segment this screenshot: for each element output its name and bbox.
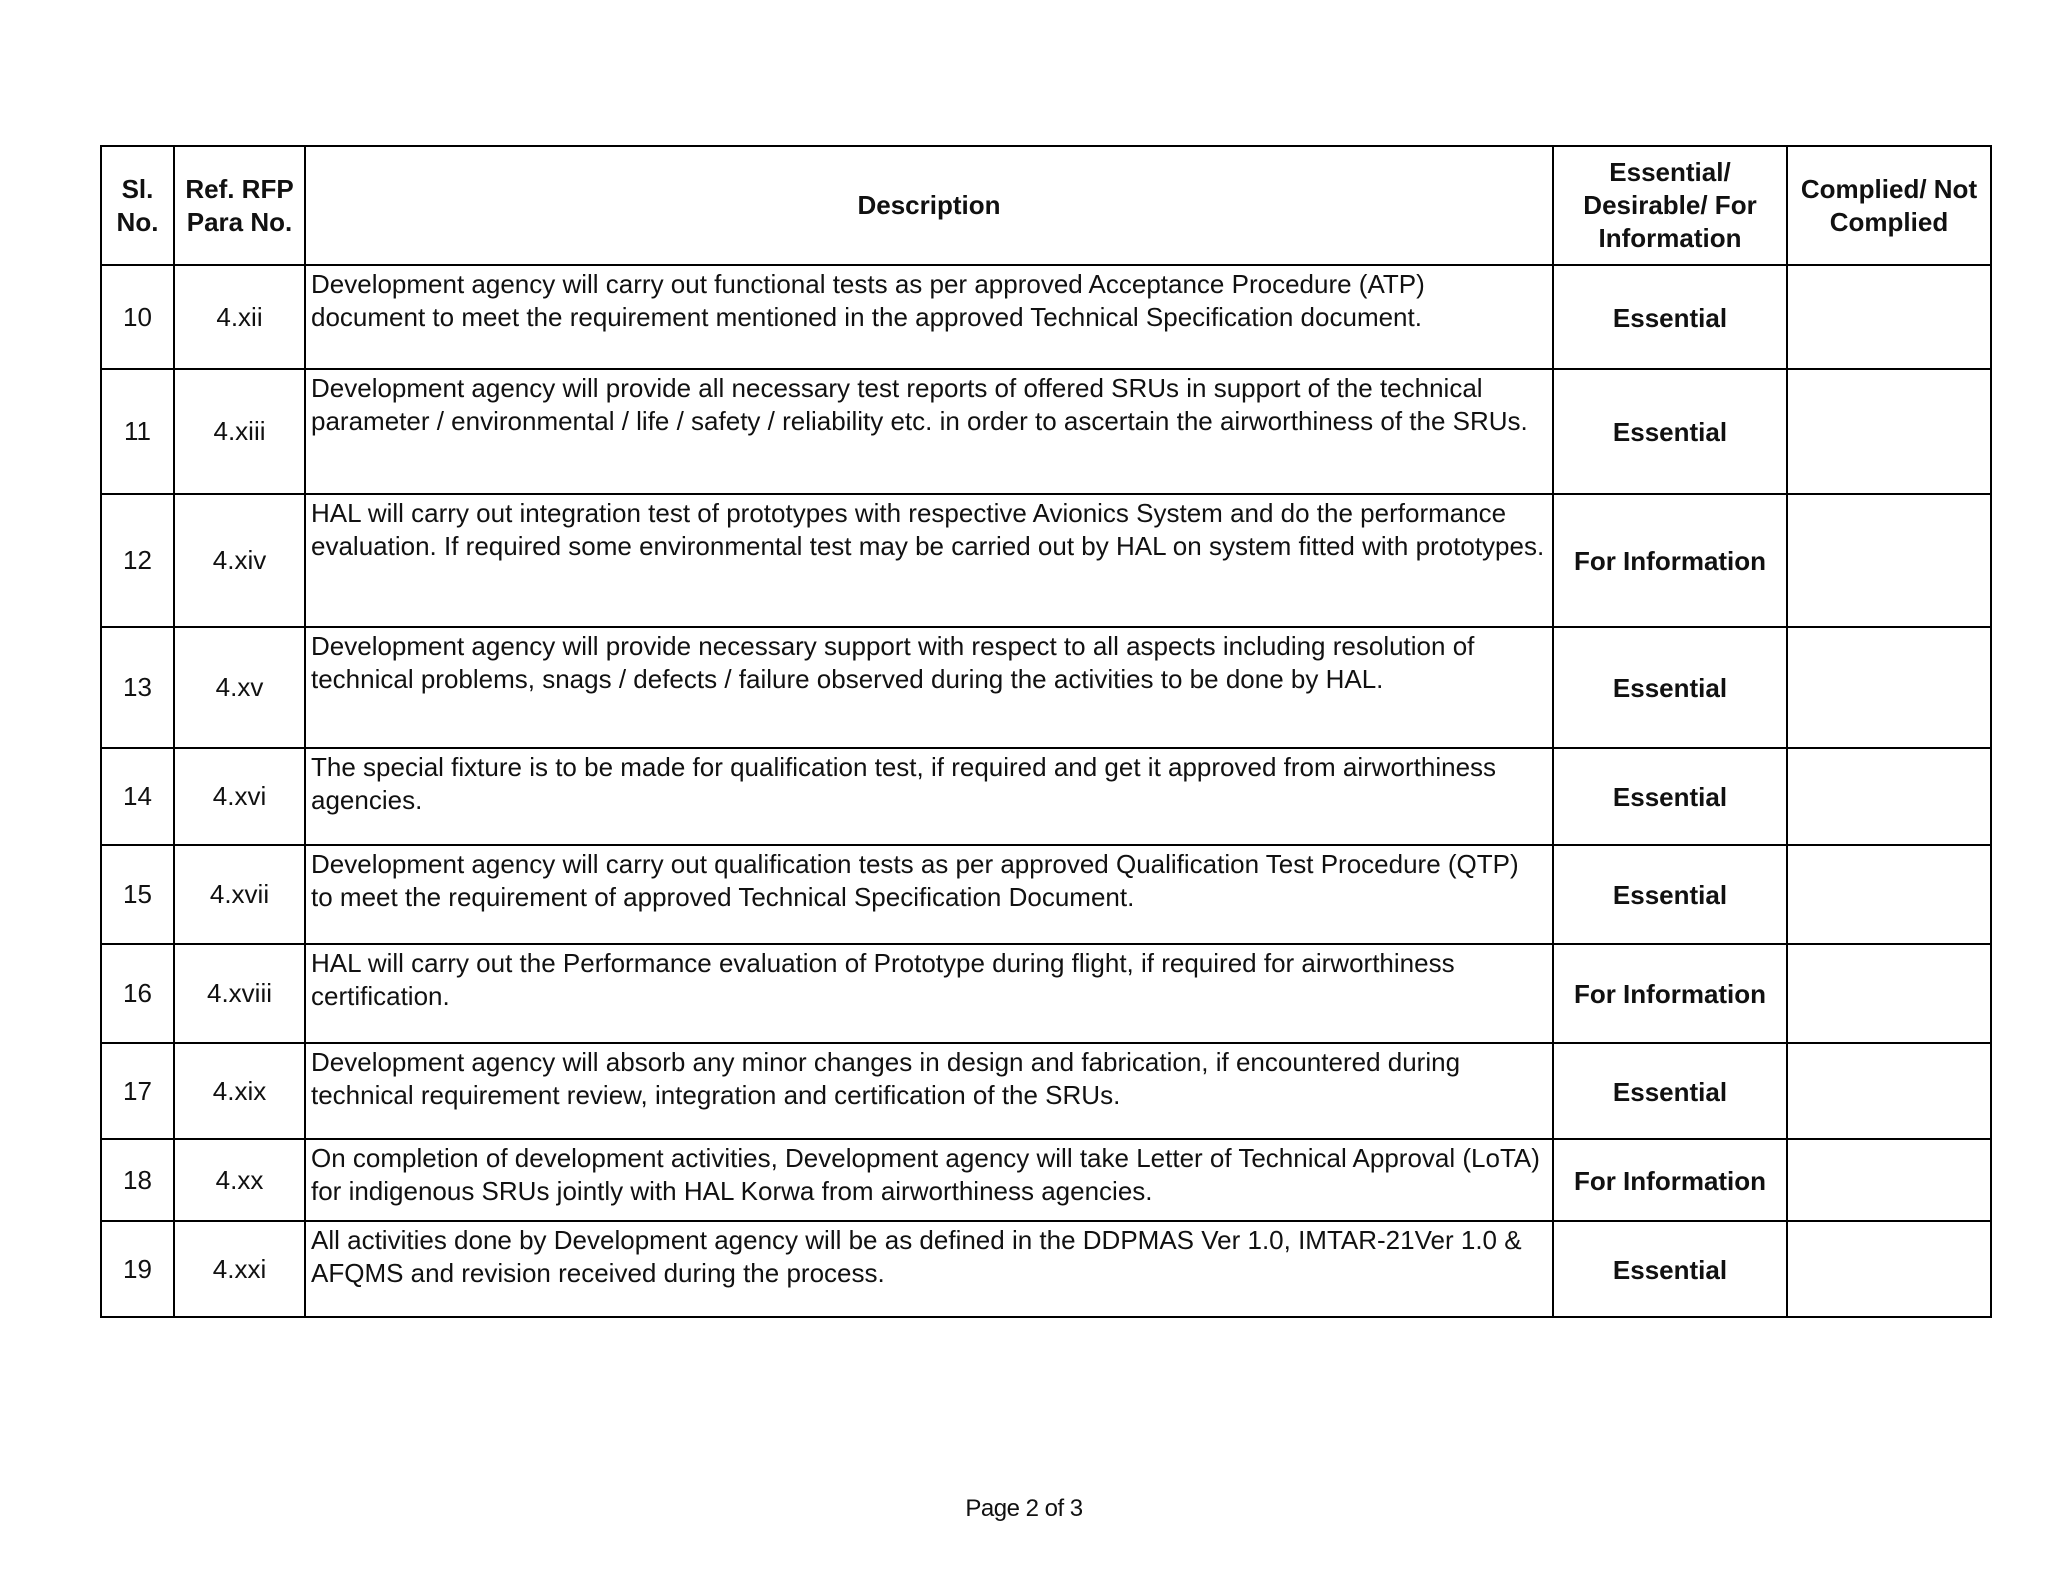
description-cell: HAL will carry out the Performance evaluation of Prototype during flight, if required for airworthiness certification. [305,944,1553,1043]
table-row [101,748,1991,845]
description-cell: Development agency will absorb any minor changes in design and fabrication, if encountered during technical requirement review, integration and certification of the SRUs. [305,1043,1553,1139]
ref-cell: 4.xx [174,1139,305,1221]
description-cell: The special fixture is to be made for qualification test, if required and get it approved from airworthiness agencies. [305,748,1553,845]
table-row [101,1139,1991,1221]
description-cell: All activities done by Development agency will be as defined in the DDPMAS Ver 1.0, IMTAR-21Ver 1.0 & AFQMS and revision received during the process. [305,1221,1553,1317]
sl-no-cell: 15 [101,845,174,944]
sl-no-cell: 11 [101,369,174,494]
description-cell: HAL will carry out integration test of prototypes with respective Avionics System and do the performance evaluation. If required some environmental test may be carried out by HAL on system fitted with prototypes. [305,494,1553,627]
classification-cell: Essential [1553,627,1787,748]
sl-no-cell: 12 [101,494,174,627]
description-cell: Development agency will carry out qualification tests as per approved Qualification Test Procedure (QTP) to meet the requirement of approved Technical Specification Document. [305,845,1553,944]
header-ref-rfp-para: Ref. RFP Para No. [174,146,305,265]
classification-cell: Essential [1553,845,1787,944]
compliance-cell [1787,265,1991,369]
classification-cell: For Information [1553,1139,1787,1221]
table-row [101,1221,1991,1317]
ref-cell: 4.xxi [174,1221,305,1317]
header-sl-no: Sl. No. [101,146,174,265]
compliance-cell [1787,944,1991,1043]
ref-cell: 4.xv [174,627,305,748]
description-cell: Development agency will provide all necessary test reports of offered SRUs in support of the technical parameter / environmental / life / safety / reliability etc. in order to ascertain the airworthiness of the SRUs. [305,369,1553,494]
ref-cell: 4.xii [174,265,305,369]
compliance-cell [1787,748,1991,845]
description-cell: Development agency will provide necessary support with respect to all aspects including resolution of technical problems, snags / defects / failure observed during the activities to be done by HAL. [305,627,1553,748]
table-row [101,627,1991,748]
classification-cell: For Information [1553,944,1787,1043]
table-row [101,265,1991,369]
table-row [101,944,1991,1043]
compliance-cell [1787,1139,1991,1221]
classification-cell: For Information [1553,494,1787,627]
classification-cell: Essential [1553,265,1787,369]
table-row [101,369,1991,494]
table-row [101,494,1991,627]
description-cell: On completion of development activities, Development agency will take Letter of Technical Approval (LoTA) for indigenous SRUs jointly with HAL Korwa from airworthiness agencies. [305,1139,1553,1221]
sl-no-cell: 14 [101,748,174,845]
compliance-cell [1787,369,1991,494]
sl-no-cell: 19 [101,1221,174,1317]
ref-cell: 4.xvi [174,748,305,845]
classification-cell: Essential [1553,369,1787,494]
ref-cell: 4.xvii [174,845,305,944]
compliance-cell [1787,1043,1991,1139]
header-description: Description [305,146,1553,265]
table-row [101,845,1991,944]
page-number: Page 2 of 3 [965,1495,1083,1522]
ref-cell: 4.xiii [174,369,305,494]
ref-cell: 4.xiv [174,494,305,627]
description-cell: Development agency will carry out functional tests as per approved Acceptance Procedure (ATP) document to meet the requirement mentioned in the approved Technical Specification document. [305,265,1553,369]
sl-no-cell: 17 [101,1043,174,1139]
sl-no-cell: 16 [101,944,174,1043]
compliance-table [100,145,1992,1318]
sl-no-cell: 13 [101,627,174,748]
table-row [101,1043,1991,1139]
compliance-cell [1787,494,1991,627]
compliance-cell [1787,627,1991,748]
header-compliance: Complied/ Not Complied [1787,146,1991,265]
classification-cell: Essential [1553,1221,1787,1317]
ref-cell: 4.xviii [174,944,305,1043]
sl-no-cell: 10 [101,265,174,369]
classification-cell: Essential [1553,1043,1787,1139]
compliance-cell [1787,1221,1991,1317]
ref-cell: 4.xix [174,1043,305,1139]
table-header-row [101,146,1991,265]
sl-no-cell: 18 [101,1139,174,1221]
compliance-cell [1787,845,1991,944]
classification-cell: Essential [1553,748,1787,845]
header-classification: Essential/ Desirable/ For Information [1553,146,1787,265]
